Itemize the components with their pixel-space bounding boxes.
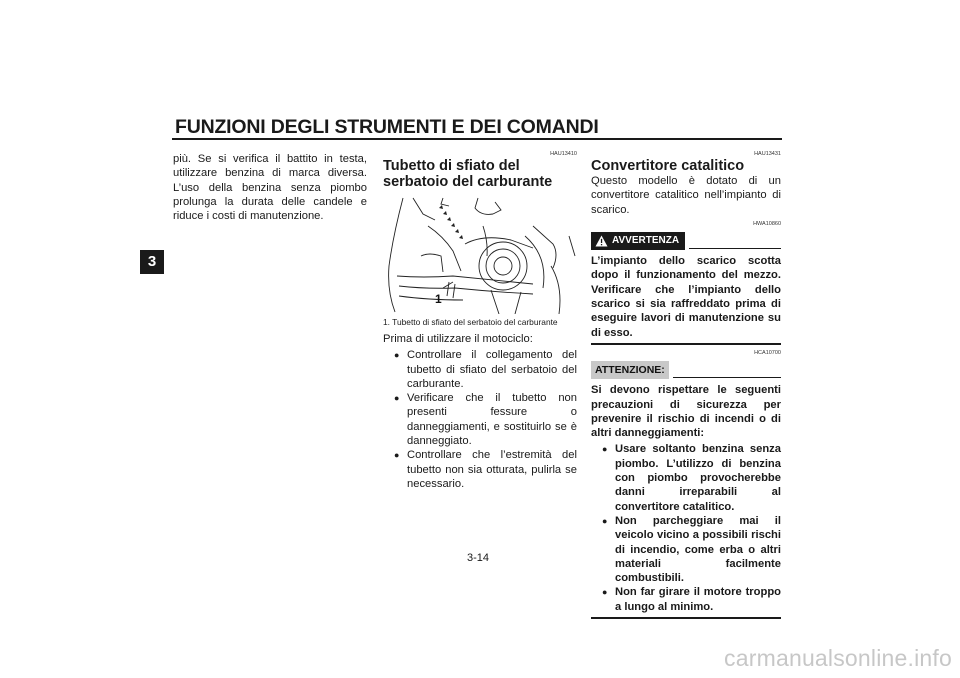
bullet-dot-icon: ● (394, 450, 400, 461)
list-item: ● Non parcheggiare mai il veicolo vicino a possibili rischi di incendio, come erba o altri materiali facilmente combustibili. (602, 514, 781, 585)
column-2 (383, 150, 577, 491)
warning-end-rule (591, 343, 781, 345)
list-item: ● Controllare il collegamento del tubetto di sfiato del serbatoio del carburante. (394, 349, 577, 390)
section-code: HAU13410 (550, 151, 577, 157)
warning-rule (689, 248, 781, 249)
caution-bullet-list (591, 442, 781, 614)
caution-intro: Si devono rispettare le seguenti precauzioni di sicurezza per prevenire il rischio di incendi o di altri danneggiamenti: (591, 384, 781, 440)
page-header-title: FUNZIONI DEGLI STRUMENTI E DEI COMANDI (175, 116, 599, 138)
motorcycle-engine-illustration (383, 196, 577, 314)
column-1 (173, 152, 367, 223)
warning-triangle-icon (595, 235, 608, 247)
section-heading: Tubetto di sfiato del serbatoio del carburante (383, 158, 553, 190)
bullet-dot-icon: ● (394, 393, 400, 404)
bullet-dot-icon: ● (602, 587, 608, 598)
list-item: ● Verificare che il tubetto non presenti fessure o danneggiamenti, e sostituirlo se è danneggiato. (394, 392, 577, 448)
figure-caption: 1. Tubetto di sfiato del serbatoio del carburante (383, 317, 558, 327)
figure-callout-number: 1 (435, 292, 442, 306)
watermark: carmanualsonline.info (724, 645, 952, 671)
warning-label: AVVERTENZA (591, 232, 685, 250)
section-heading: Convertitore catalitico (591, 158, 745, 174)
warning-code: HWA10860 (753, 220, 781, 227)
column-1-text: più. Se si verifica il battito in testa, utilizzare benzina di marca diversa. L’uso della benzina senza piombo prolunga la durata delle candele e riduce i costi di manutenzione. (173, 153, 367, 223)
caution-rule (673, 377, 781, 378)
caution-header (591, 361, 781, 379)
page-number: 3-14 (467, 552, 490, 564)
caution-end-rule (591, 617, 781, 619)
list-item: ● Controllare che l’estremità del tubetto non sia otturata, pulirla se necessario. (394, 449, 577, 490)
bullet-list (383, 348, 577, 491)
intro-text: Questo modello è dotato di un convertitore catalitico nell’impianto di scarico. (591, 175, 781, 216)
caution-label: ATTENZIONE: (591, 361, 669, 379)
section-tab: 3 (140, 250, 164, 274)
fuel-tank-breather-figure (383, 196, 577, 314)
bullet-dot-icon: ● (394, 350, 400, 361)
warning-text: L’impianto dello scarico scotta dopo il funzionamento del mezzo. Verificare che l’impianto dello scarico si sia raffreddato prima di eseguire lavori di manutenzione su di esso. (591, 255, 781, 339)
bullet-dot-icon: ● (602, 444, 608, 455)
section-code: HAU13431 (754, 151, 781, 157)
list-item: ● Non far girare il motore troppo a lungo al minimo. (602, 586, 781, 613)
warning-header (591, 232, 781, 250)
intro-text: Prima di utilizzare il motociclo: (383, 333, 533, 345)
list-item: ● Usare soltanto benzina senza piombo. L’utilizzo di benzina con piombo provocherebbe danni irreparabili al convertitore catalitico. (602, 443, 781, 513)
caution-code: HCA10700 (754, 349, 781, 356)
column-3 (591, 150, 781, 619)
header-rule (172, 138, 782, 140)
bullet-dot-icon: ● (602, 515, 608, 526)
